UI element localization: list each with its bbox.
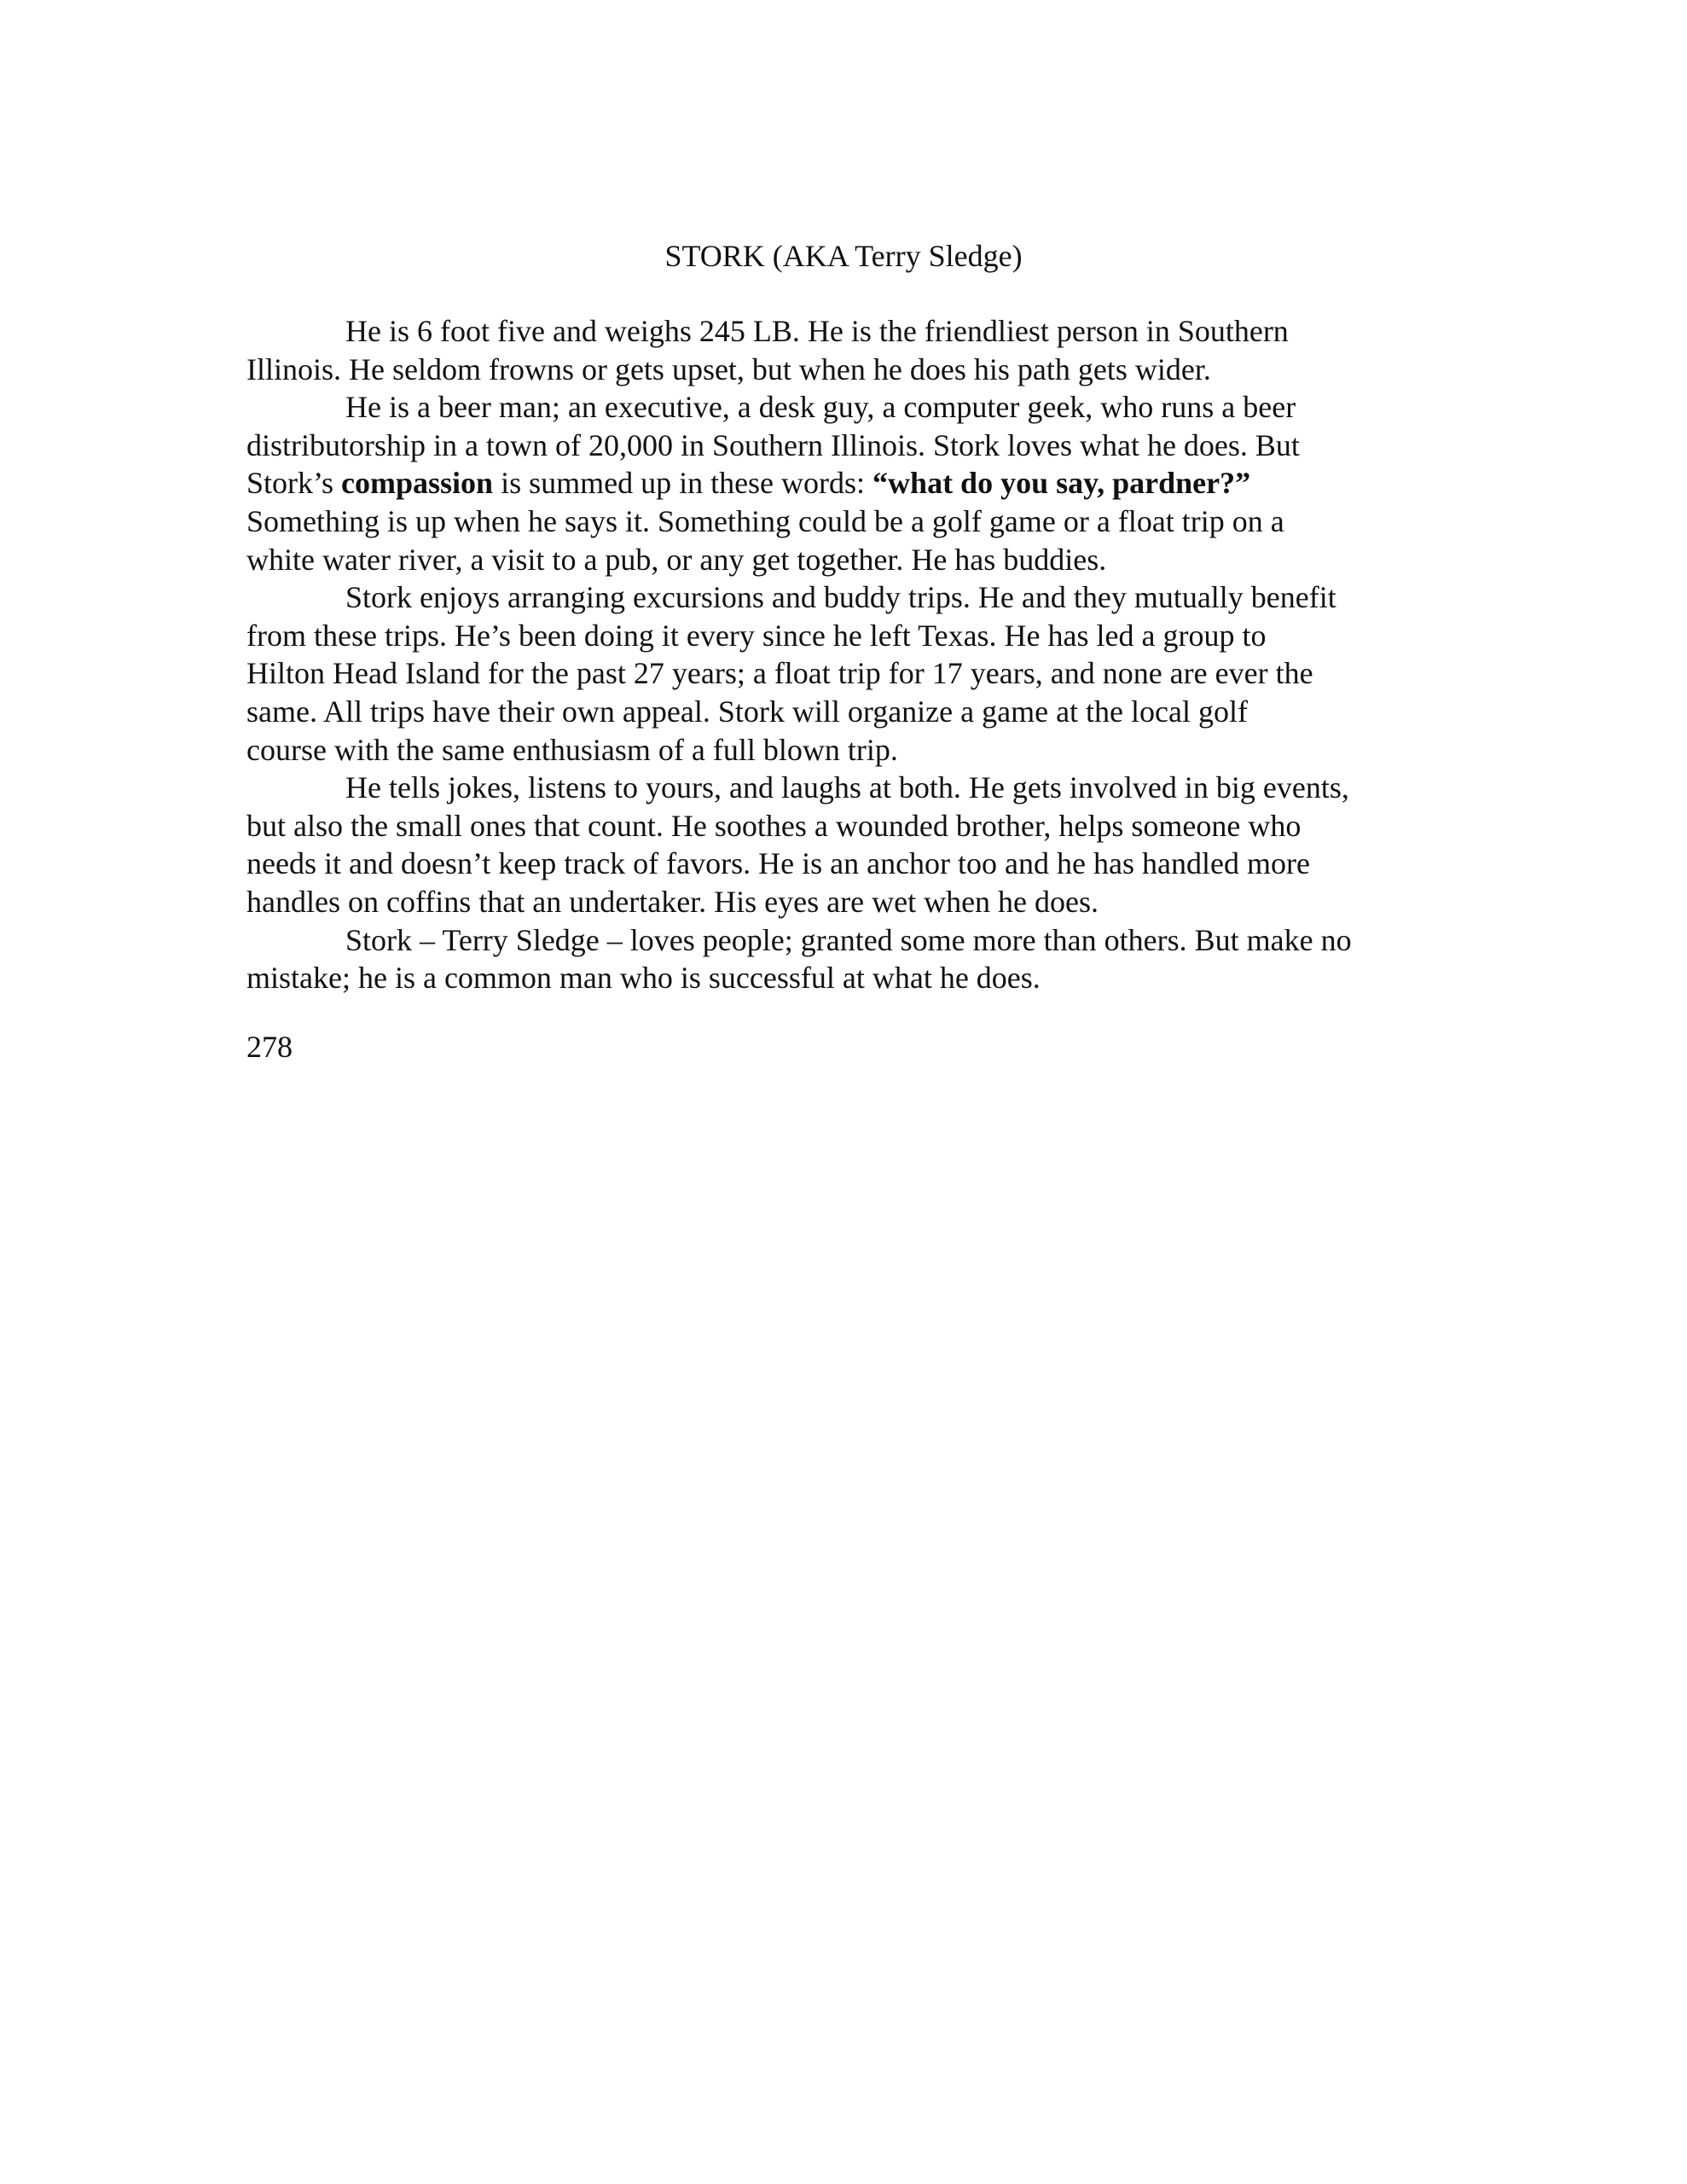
- text-line: Illinois. He seldom frowns or gets upset, but when he does his path gets wider.: [246, 351, 1211, 386]
- paragraph-4: [246, 769, 1458, 921]
- paragraph-5: [246, 921, 1458, 997]
- text-line: white water river, a visit to a pub, or any get together. He has buddies.: [246, 542, 1107, 577]
- text-line: but also the small ones that count. He soothes a wounded brother, helps someone who: [246, 808, 1301, 843]
- text-line: course with the same enthusiasm of a full blown trip.: [246, 732, 898, 767]
- text-line: distributorship in a town of 20,000 in Southern Illinois. Stork loves what he does. But: [246, 427, 1300, 462]
- page-number: 278: [246, 1030, 293, 1064]
- body-text: [246, 312, 1458, 997]
- paragraph-3: [246, 578, 1458, 769]
- text-run: Stork’s: [246, 466, 342, 501]
- page-title: STORK (AKA Terry Sledge): [664, 239, 1023, 273]
- text-line-with-emphasis: [246, 464, 1458, 502]
- emphasis-compassion: compassion: [341, 466, 494, 501]
- text-line: He tells jokes, listens to yours, and laughs at both. He gets involved in big events,: [345, 770, 1349, 805]
- emphasis-quote: “what do you say, pardner?”: [872, 466, 1251, 501]
- paragraph-2: [246, 388, 1458, 578]
- text-line: He is a beer man; an executive, a desk guy, a computer geek, who runs a beer: [345, 390, 1296, 425]
- text-line: Stork – Terry Sledge – loves people; granted some more than others. But make no: [345, 922, 1352, 957]
- paragraph-1: [246, 312, 1458, 388]
- text-line: mistake; he is a common man who is successful at what he does.: [246, 961, 1041, 996]
- text-line: from these trips. He’s been doing it every since he left Texas. He has led a group to: [246, 618, 1267, 653]
- text-line: same. All trips have their own appeal. Stork will organize a game at the local golf: [246, 694, 1248, 729]
- text-line: handles on coffins that an undertaker. His eyes are wet when he does.: [246, 884, 1099, 919]
- text-line: Hilton Head Island for the past 27 years; a float trip for 17 years, and none are ever the: [246, 656, 1313, 691]
- text-line: Stork enjoys arranging excursions and buddy trips. He and they mutually benefit: [345, 580, 1336, 615]
- text-line: needs it and doesn’t keep track of favors. He is an anchor too and he has handled more: [246, 846, 1310, 881]
- text-line: Something is up when he says it. Something could be a golf game or a float trip on a: [246, 503, 1284, 538]
- text-run: is summed up in these words:: [493, 466, 873, 501]
- text-line: He is 6 foot five and weighs 245 LB. He is the friendliest person in Southern: [345, 314, 1289, 348]
